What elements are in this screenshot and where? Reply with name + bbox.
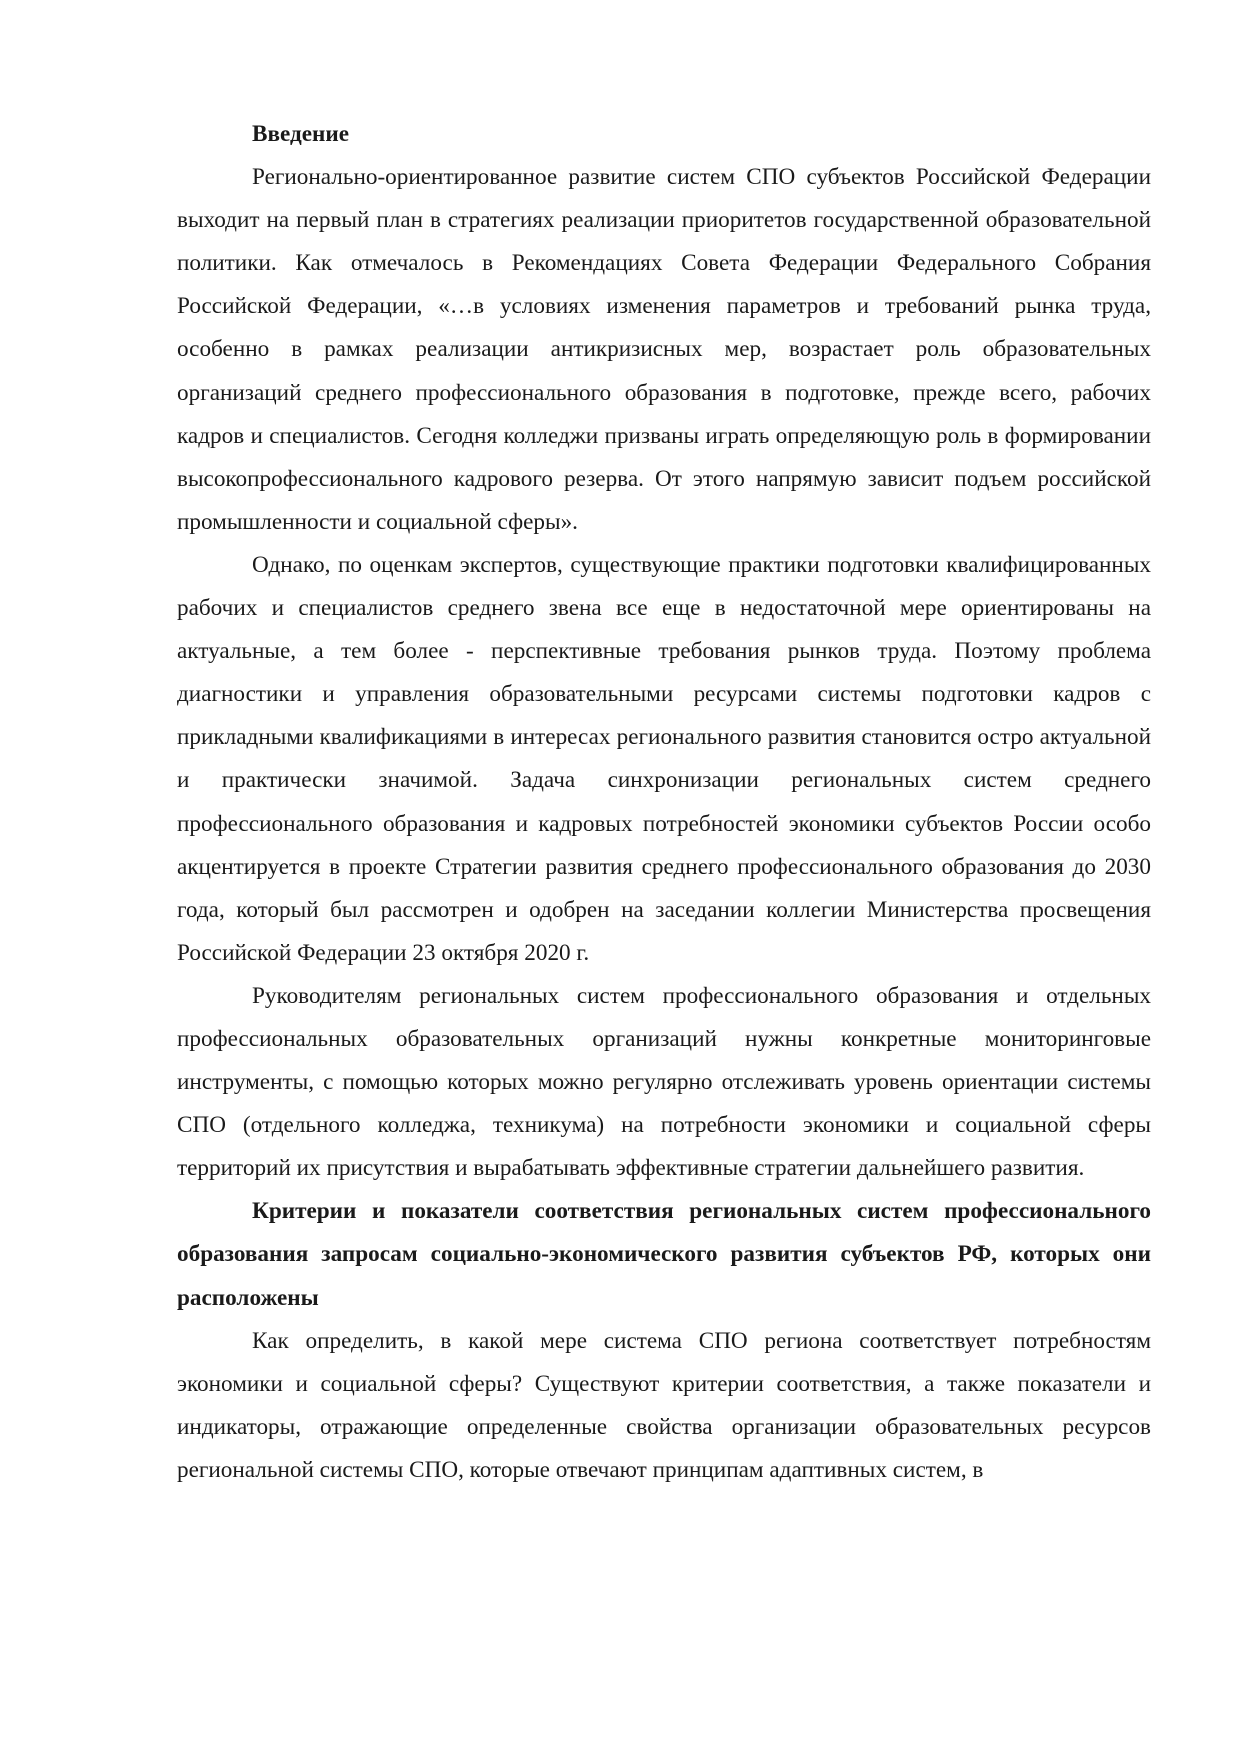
paragraph-experts: Однако, по оценкам экспертов, существующие практики подготовки квалифицированных рабочих и специалистов среднего звена все еще в недостаточной мере ориентированы на актуальные, а тем более - перспективные требования рынков труда. Поэтому проблема диагностики и управления образовательными ресурсами системы подготовки кадров с прикладными квалификациями в интересах регионального развития становится остро актуальной и практически значимой. Задача синхронизации региональных систем среднего профессионального образования и кадровых потребностей экономики субъектов России особо акцентируется в проекте Стратегии развития среднего профессионального образования до 2030 года, который был рассмотрен и одобрен на заседании коллегии Министерства просвещения Российской Федерации 23 октября 2020 г.: [177, 551, 1151, 966]
paragraph-intro: Регионально-ориентированное развитие систем СПО субъектов Российской Федерации выходит на первый план в стратегиях реализации приоритетов государственной образовательной политики. Как отмечалось в Рекомендациях Совета Федерации Федерального Собрания Российской Федерации, «…в условиях изменения параметров и требований рынка труда, особенно в рамках реализации антикризисных мер, возрастает роль образовательных организаций среднего профессионального образования в подготовке, прежде всего, рабочих кадров и специалистов. Сегодня колледжи призваны играть определяющую роль в формировании высокопрофессионального кадрового резерва. От этого напрямую зависит подъем российской промышленности и социальной сферы».: [177, 164, 1151, 535]
section-heading: Критерии и показатели соответствия региональных систем профессионального образования запросам социально-экономического развития субъектов РФ, которых они расположены: [177, 1198, 1151, 1311]
paragraph-criteria: Как определить, в какой мере система СПО региона соответствует потребностям экономики и социальной сферы? Существуют критерии соответствия, а также показатели и индикаторы, отражающие определенные свойства организации образовательных ресурсов региональной системы СПО, которые отвечают принципам адаптивных систем, в: [177, 1327, 1151, 1483]
document-page: [177, 113, 1151, 1492]
intro-heading: Введение: [252, 121, 350, 147]
paragraph-managers: Руководителям региональных систем профессионального образования и отдельных профессиональных образовательных организаций нужны конкретные мониторинговые инструменты, с помощью которых можно регулярно отслеживать уровень ориентации системы СПО (отдельного колледжа, техникума) на потребности экономики и социальной сферы территорий их присутствия и вырабатывать эффективные стратегии дальнейшего развития.: [177, 982, 1151, 1182]
